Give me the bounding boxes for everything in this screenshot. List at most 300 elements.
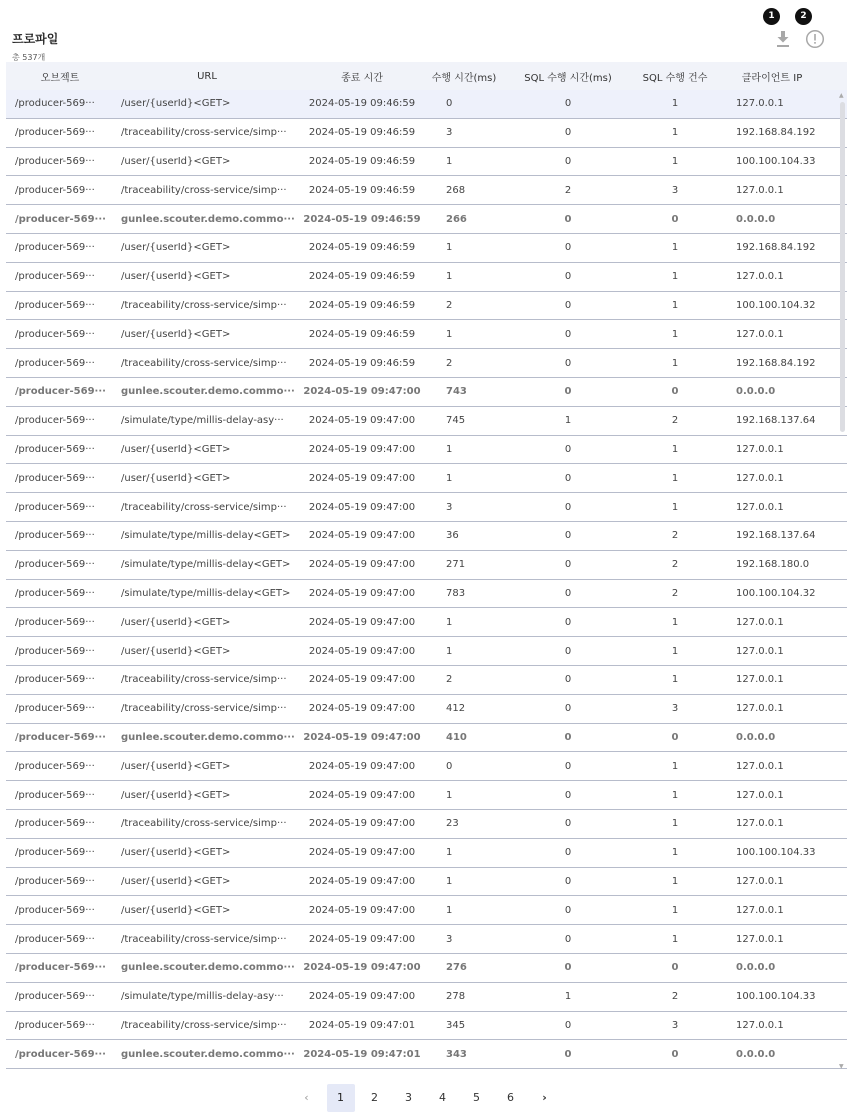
cell-object: /producer-569··· <box>15 530 95 542</box>
cell-end-time: 2024-05-19 09:46:59 <box>308 357 416 369</box>
cell-url: /traceability/cross-service/simp··· <box>121 184 287 196</box>
cell-exec-time: 345 <box>446 1019 466 1031</box>
cell-exec-time: 783 <box>446 587 466 599</box>
cell-sql-time: 0 <box>564 530 572 542</box>
cell-client-ip: 0.0.0.0 <box>736 1048 776 1060</box>
cell-object: /producer-569··· <box>15 127 95 139</box>
cell-sql-time: 0 <box>564 559 572 571</box>
column-header-exec-time[interactable]: 수행 시간(ms) <box>431 72 497 84</box>
table-row[interactable] <box>6 234 847 263</box>
table-row[interactable] <box>6 148 847 177</box>
cell-exec-time: 743 <box>446 386 467 398</box>
cell-sql-time: 0 <box>564 760 572 772</box>
cell-sql-time: 2 <box>564 184 572 196</box>
cell-object: /producer-569··· <box>15 155 95 167</box>
cell-exec-time: 36 <box>446 530 459 542</box>
cell-client-ip: 127.0.0.1 <box>736 472 784 484</box>
cell-sql-count: 2 <box>671 530 679 542</box>
cell-client-ip: 127.0.0.1 <box>736 674 784 686</box>
cell-client-ip: 192.168.137.64 <box>736 530 816 542</box>
cell-url: /user/{userId}<GET> <box>121 271 231 283</box>
cell-object: /producer-569··· <box>15 760 95 772</box>
cell-url: /traceability/cross-service/simp··· <box>121 1019 287 1031</box>
cell-end-time: 2024-05-19 09:47:00 <box>308 875 416 887</box>
cell-sql-time: 0 <box>564 155 572 167</box>
cell-sql-time: 0 <box>564 213 572 225</box>
cell-url: /user/{userId}<GET> <box>121 242 231 254</box>
cell-sql-count: 1 <box>671 271 679 283</box>
cell-sql-count: 1 <box>671 443 679 455</box>
cell-client-ip: 127.0.0.1 <box>736 616 784 628</box>
cell-url: /user/{userId}<GET> <box>121 789 231 801</box>
cell-sql-time: 0 <box>564 904 572 916</box>
cell-url: /simulate/type/millis-delay<GET> <box>121 530 291 542</box>
table-row[interactable] <box>6 292 847 321</box>
cell-client-ip: 0.0.0.0 <box>736 962 776 974</box>
cell-exec-time: 1 <box>446 443 453 455</box>
cell-sql-count: 0 <box>671 1048 679 1060</box>
cell-sql-count: 3 <box>671 184 679 196</box>
cell-sql-time: 0 <box>564 386 572 398</box>
cell-sql-count: 1 <box>671 357 679 369</box>
cell-url: /traceability/cross-service/simp··· <box>121 933 287 945</box>
page-1-button[interactable]: 1 <box>327 1084 355 1112</box>
cell-sql-time: 0 <box>564 847 572 859</box>
cell-object: /producer-569··· <box>15 674 95 686</box>
cell-exec-time: 23 <box>446 818 459 830</box>
cell-sql-time: 0 <box>564 443 572 455</box>
cell-sql-count: 1 <box>671 933 679 945</box>
cell-end-time: 2024-05-19 09:47:00 <box>308 847 416 859</box>
cell-object: /producer-569··· <box>15 991 95 1003</box>
cell-sql-count: 1 <box>671 328 679 340</box>
column-header-url[interactable]: URL <box>197 70 217 82</box>
cell-url: /user/{userId}<GET> <box>121 616 231 628</box>
cell-url: /user/{userId}<GET> <box>121 760 231 772</box>
cell-client-ip: 0.0.0.0 <box>736 213 776 225</box>
cell-object: /producer-569··· <box>15 587 95 599</box>
table-row[interactable] <box>6 493 847 522</box>
cell-exec-time: 1 <box>446 789 453 801</box>
cell-object: /producer-569··· <box>15 443 95 455</box>
cell-client-ip: 100.100.104.32 <box>736 299 816 311</box>
cell-url: /user/{userId}<GET> <box>121 904 231 916</box>
cell-url: /traceability/cross-service/simp··· <box>121 127 287 139</box>
table-row[interactable] <box>6 839 847 868</box>
cell-sql-count: 0 <box>671 386 679 398</box>
cell-client-ip: 100.100.104.33 <box>736 847 816 859</box>
cell-client-ip: 0.0.0.0 <box>736 731 776 743</box>
table-row[interactable] <box>6 90 847 119</box>
cell-end-time: 2024-05-19 09:47:00 <box>308 674 416 686</box>
cell-exec-time: 3 <box>446 933 453 945</box>
page-list <box>327 1084 525 1112</box>
cell-url: /user/{userId}<GET> <box>121 875 231 887</box>
table-row[interactable] <box>6 608 847 637</box>
cell-sql-time: 0 <box>564 616 572 628</box>
cell-sql-time: 0 <box>564 127 572 139</box>
cell-object: /producer-569··· <box>15 184 95 196</box>
alert-circle-icon <box>805 29 825 49</box>
cell-end-time: 2024-05-19 09:47:01 <box>308 1019 416 1031</box>
cell-end-time: 2024-05-19 09:46:59 <box>308 299 416 311</box>
cell-end-time: 2024-05-19 09:47:00 <box>308 991 416 1003</box>
cell-sql-count: 1 <box>671 818 679 830</box>
cell-sql-time: 0 <box>564 645 572 657</box>
cell-exec-time: 3 <box>446 501 453 513</box>
table-row[interactable] <box>6 954 847 983</box>
cell-exec-time: 1 <box>446 875 453 887</box>
cell-sql-count: 1 <box>671 501 679 513</box>
cell-client-ip: 100.100.104.33 <box>736 991 816 1003</box>
cell-sql-time: 0 <box>564 328 572 340</box>
cell-url: /traceability/cross-service/simp··· <box>121 357 287 369</box>
cell-url: /traceability/cross-service/simp··· <box>121 818 287 830</box>
cell-exec-time: 1 <box>446 616 453 628</box>
cell-object: /producer-569··· <box>15 818 95 830</box>
cell-exec-time: 0 <box>446 98 453 110</box>
download-button[interactable] <box>773 29 793 49</box>
cell-sql-time: 0 <box>564 98 572 110</box>
table-row[interactable] <box>6 580 847 609</box>
table-row[interactable] <box>6 1012 847 1041</box>
cell-object: /producer-569··· <box>15 328 95 340</box>
cell-end-time: 2024-05-19 09:46:59 <box>308 242 416 254</box>
table-row[interactable] <box>6 349 847 378</box>
cell-end-time: 2024-05-19 09:46:59 <box>308 328 416 340</box>
cell-object: /producer-569··· <box>15 559 95 571</box>
cell-url: /user/{userId}<GET> <box>121 472 231 484</box>
column-header-end-time[interactable]: 종료 시간 <box>341 72 383 84</box>
cell-object: /producer-569··· <box>15 1048 106 1060</box>
cell-object: /producer-569··· <box>15 875 95 887</box>
cell-exec-time: 0 <box>446 760 453 772</box>
table-row[interactable] <box>6 436 847 465</box>
table-row[interactable] <box>6 551 847 580</box>
badge-2: 2 <box>795 8 812 25</box>
table-row[interactable] <box>6 695 847 724</box>
cell-end-time: 2024-05-19 09:46:59 <box>308 155 416 167</box>
cell-url: gunlee.scouter.demo.commo··· <box>121 962 295 974</box>
cell-exec-time: 410 <box>446 731 467 743</box>
scroll-up-icon[interactable]: ▲ <box>839 92 844 99</box>
cell-sql-time: 0 <box>564 1048 572 1060</box>
table-scrollbar[interactable] <box>837 90 847 1070</box>
cell-end-time: 2024-05-19 09:46:59 <box>308 127 416 139</box>
cell-end-time: 2024-05-19 09:46:59 <box>308 98 416 110</box>
cell-end-time: 2024-05-19 09:47:00 <box>308 703 416 715</box>
table-row[interactable] <box>6 205 847 234</box>
column-header-client-ip[interactable]: 클라이언트 IP <box>741 72 803 84</box>
cell-sql-time: 0 <box>564 731 572 743</box>
cell-object: /producer-569··· <box>15 962 106 974</box>
cell-exec-time: 745 <box>446 415 466 427</box>
cell-object: /producer-569··· <box>15 1019 95 1031</box>
cell-url: /user/{userId}<GET> <box>121 443 231 455</box>
table-row[interactable] <box>6 378 847 407</box>
cell-sql-count: 1 <box>671 875 679 887</box>
cell-end-time: 2024-05-19 09:47:00 <box>308 818 416 830</box>
cell-sql-time: 0 <box>564 789 572 801</box>
info-button[interactable] <box>805 29 825 49</box>
table-row[interactable] <box>6 868 847 897</box>
cell-object: /producer-569··· <box>15 501 95 513</box>
cell-exec-time: 1 <box>446 645 453 657</box>
cell-client-ip: 127.0.0.1 <box>736 1019 784 1031</box>
cell-url: /user/{userId}<GET> <box>121 98 231 110</box>
cell-end-time: 2024-05-19 09:47:00 <box>303 386 421 398</box>
table-row[interactable] <box>6 752 847 781</box>
badge-1: 1 <box>763 8 780 25</box>
cell-sql-time: 0 <box>564 242 572 254</box>
cell-exec-time: 2 <box>446 674 453 686</box>
cell-object: /producer-569··· <box>15 242 95 254</box>
table-row[interactable] <box>6 896 847 925</box>
cell-sql-count: 1 <box>671 98 679 110</box>
table-row[interactable] <box>6 925 847 954</box>
page-5-button[interactable]: 5 <box>473 1091 480 1104</box>
pagination <box>0 1084 851 1112</box>
cell-object: /producer-569··· <box>15 271 95 283</box>
cell-url: /traceability/cross-service/simp··· <box>121 299 287 311</box>
download-icon <box>775 30 791 48</box>
cell-client-ip: 127.0.0.1 <box>736 875 784 887</box>
column-header-sql-time[interactable]: SQL 수행 시간(ms) <box>524 72 612 84</box>
cell-url: /user/{userId}<GET> <box>121 328 231 340</box>
cell-client-ip: 192.168.84.192 <box>736 242 816 254</box>
page-2-button[interactable]: 2 <box>371 1091 378 1104</box>
cell-end-time: 2024-05-19 09:47:00 <box>308 587 416 599</box>
cell-exec-time: 412 <box>446 703 466 715</box>
cell-sql-count: 0 <box>671 213 679 225</box>
column-header-object[interactable]: 오브젝트 <box>40 72 80 84</box>
cell-sql-count: 1 <box>671 299 679 311</box>
cell-end-time: 2024-05-19 09:47:00 <box>308 415 416 427</box>
cell-client-ip: 127.0.0.1 <box>736 271 784 283</box>
cell-client-ip: 100.100.104.32 <box>736 587 816 599</box>
cell-sql-time: 1 <box>564 415 572 427</box>
cell-url: /traceability/cross-service/simp··· <box>121 674 287 686</box>
cell-client-ip: 192.168.84.192 <box>736 127 816 139</box>
cell-sql-time: 0 <box>564 962 572 974</box>
table-row[interactable] <box>6 320 847 349</box>
cell-url: gunlee.scouter.demo.commo··· <box>121 731 295 743</box>
cell-exec-time: 276 <box>446 962 467 974</box>
cell-client-ip: 192.168.137.64 <box>736 415 816 427</box>
next-page-button[interactable]: › <box>542 1091 547 1104</box>
cell-url: gunlee.scouter.demo.commo··· <box>121 386 295 398</box>
cell-object: /producer-569··· <box>15 415 95 427</box>
cell-exec-time: 2 <box>446 357 453 369</box>
cell-end-time: 2024-05-19 09:47:00 <box>308 933 416 945</box>
cell-sql-count: 1 <box>671 127 679 139</box>
cell-object: /producer-569··· <box>15 789 95 801</box>
cell-url: /traceability/cross-service/simp··· <box>121 703 287 715</box>
cell-exec-time: 1 <box>446 155 453 167</box>
cell-sql-count: 1 <box>671 904 679 916</box>
cell-sql-count: 0 <box>671 962 679 974</box>
profile-table <box>6 62 847 1072</box>
cell-url: /simulate/type/millis-delay<GET> <box>121 587 291 599</box>
table-row[interactable] <box>6 176 847 205</box>
cell-client-ip: 127.0.0.1 <box>736 184 784 196</box>
cell-end-time: 2024-05-19 09:47:00 <box>303 731 421 743</box>
total-count: 총 537개 <box>12 53 46 62</box>
cell-client-ip: 127.0.0.1 <box>736 760 784 772</box>
table-row[interactable] <box>6 1040 847 1069</box>
cell-end-time: 2024-05-19 09:47:00 <box>308 472 416 484</box>
cell-client-ip: 127.0.0.1 <box>736 789 784 801</box>
cell-url: /traceability/cross-service/simp··· <box>121 501 287 513</box>
cell-end-time: 2024-05-19 09:47:00 <box>308 443 416 455</box>
cell-object: /producer-569··· <box>15 213 106 225</box>
cell-sql-count: 1 <box>671 645 679 657</box>
cell-sql-time: 0 <box>564 271 572 283</box>
page-3-button[interactable]: 3 <box>405 1091 412 1104</box>
cell-exec-time: 1 <box>446 847 453 859</box>
cell-sql-count: 1 <box>671 789 679 801</box>
cell-exec-time: 1 <box>446 271 453 283</box>
toolbar <box>763 6 825 52</box>
cell-object: /producer-569··· <box>15 933 95 945</box>
cell-sql-count: 1 <box>671 847 679 859</box>
cell-sql-count: 1 <box>671 760 679 772</box>
cell-url: /user/{userId}<GET> <box>121 645 231 657</box>
cell-url: gunlee.scouter.demo.commo··· <box>121 1048 295 1060</box>
cell-object: /producer-569··· <box>15 472 95 484</box>
cell-end-time: 2024-05-19 09:47:00 <box>303 962 421 974</box>
cell-exec-time: 1 <box>446 328 453 340</box>
cell-sql-count: 2 <box>671 587 679 599</box>
cell-sql-time: 0 <box>564 587 572 599</box>
cell-exec-time: 271 <box>446 559 466 571</box>
cell-sql-count: 1 <box>671 674 679 686</box>
table-row[interactable] <box>6 781 847 810</box>
cell-sql-count: 2 <box>671 559 679 571</box>
cell-end-time: 2024-05-19 09:47:00 <box>308 789 416 801</box>
cell-exec-time: 343 <box>446 1048 467 1060</box>
cell-sql-count: 2 <box>671 991 679 1003</box>
cell-end-time: 2024-05-19 09:47:00 <box>308 645 416 657</box>
cell-url: /simulate/type/millis-delay<GET> <box>121 559 291 571</box>
cell-client-ip: 100.100.104.33 <box>736 155 816 167</box>
cell-client-ip: 127.0.0.1 <box>736 98 784 110</box>
cell-end-time: 2024-05-19 09:47:00 <box>308 760 416 772</box>
cell-exec-time: 266 <box>446 213 467 225</box>
cell-client-ip: 127.0.0.1 <box>736 328 784 340</box>
cell-end-time: 2024-05-19 09:47:00 <box>308 559 416 571</box>
cell-sql-count: 1 <box>671 242 679 254</box>
page-title: 프로파일 <box>12 32 59 46</box>
page-4-button[interactable]: 4 <box>439 1091 446 1104</box>
cell-url: /user/{userId}<GET> <box>121 847 231 859</box>
scroll-down-icon[interactable]: ▼ <box>839 1063 844 1070</box>
table-row[interactable] <box>6 522 847 551</box>
cell-object: /producer-569··· <box>15 357 95 369</box>
cell-sql-time: 0 <box>564 818 572 830</box>
cell-sql-time: 0 <box>564 933 572 945</box>
cell-url: /user/{userId}<GET> <box>121 155 231 167</box>
cell-object: /producer-569··· <box>15 731 106 743</box>
cell-sql-count: 2 <box>671 415 679 427</box>
cell-end-time: 2024-05-19 09:47:00 <box>308 616 416 628</box>
cell-client-ip: 192.168.84.192 <box>736 357 816 369</box>
table-header <box>6 62 847 90</box>
column-header-sql-count[interactable]: SQL 수행 건수 <box>642 72 708 84</box>
cell-client-ip: 127.0.0.1 <box>736 933 784 945</box>
cell-exec-time: 1 <box>446 904 453 916</box>
cell-object: /producer-569··· <box>15 299 95 311</box>
cell-url: /simulate/type/millis-delay-asy··· <box>121 991 284 1003</box>
cell-sql-time: 0 <box>564 875 572 887</box>
cell-sql-count: 3 <box>671 1019 679 1031</box>
cell-exec-time: 1 <box>446 472 453 484</box>
table-row[interactable] <box>6 810 847 839</box>
cell-sql-time: 0 <box>564 357 572 369</box>
table-row[interactable] <box>6 724 847 753</box>
cell-client-ip: 127.0.0.1 <box>736 904 784 916</box>
cell-client-ip: 0.0.0.0 <box>736 386 776 398</box>
table-row[interactable] <box>6 119 847 148</box>
cell-sql-time: 0 <box>564 299 572 311</box>
cell-sql-count: 1 <box>671 155 679 167</box>
table-row[interactable] <box>6 464 847 493</box>
page-6-button[interactable]: 6 <box>507 1091 514 1104</box>
prev-page-button[interactable]: ‹ <box>304 1091 309 1104</box>
cell-end-time: 2024-05-19 09:47:00 <box>308 904 416 916</box>
cell-sql-time: 0 <box>564 501 572 513</box>
table-row[interactable] <box>6 983 847 1012</box>
cell-sql-count: 3 <box>671 703 679 715</box>
table-row[interactable] <box>6 407 847 436</box>
cell-client-ip: 127.0.0.1 <box>736 501 784 513</box>
cell-exec-time: 278 <box>446 991 466 1003</box>
page-header <box>12 30 58 63</box>
cell-url: /simulate/type/millis-delay-asy··· <box>121 415 284 427</box>
scroll-thumb[interactable] <box>840 102 845 432</box>
cell-sql-time: 0 <box>564 703 572 715</box>
cell-exec-time: 2 <box>446 299 453 311</box>
table-row[interactable] <box>6 666 847 695</box>
cell-object: /producer-569··· <box>15 904 95 916</box>
table-row[interactable] <box>6 263 847 292</box>
cell-object: /producer-569··· <box>15 386 106 398</box>
cell-exec-time: 268 <box>446 184 466 196</box>
cell-client-ip: 192.168.180.0 <box>736 559 810 571</box>
cell-sql-count: 1 <box>671 616 679 628</box>
cell-sql-time: 1 <box>564 991 572 1003</box>
cell-end-time: 2024-05-19 09:46:59 <box>303 213 421 225</box>
cell-object: /producer-569··· <box>15 703 95 715</box>
cell-sql-time: 0 <box>564 1019 572 1031</box>
table-row[interactable] <box>6 637 847 666</box>
cell-client-ip: 127.0.0.1 <box>736 703 784 715</box>
table-body <box>6 90 847 1069</box>
cell-object: /producer-569··· <box>15 616 95 628</box>
cell-sql-count: 1 <box>671 472 679 484</box>
cell-url: gunlee.scouter.demo.commo··· <box>121 213 295 225</box>
cell-client-ip: 127.0.0.1 <box>736 818 784 830</box>
cell-exec-time: 3 <box>446 127 453 139</box>
cell-object: /producer-569··· <box>15 98 95 110</box>
cell-end-time: 2024-05-19 09:47:01 <box>303 1048 421 1060</box>
cell-end-time: 2024-05-19 09:47:00 <box>308 501 416 513</box>
cell-sql-count: 0 <box>671 731 679 743</box>
cell-end-time: 2024-05-19 09:46:59 <box>308 271 416 283</box>
cell-end-time: 2024-05-19 09:47:00 <box>308 530 416 542</box>
cell-exec-time: 1 <box>446 242 453 254</box>
cell-end-time: 2024-05-19 09:46:59 <box>308 184 416 196</box>
